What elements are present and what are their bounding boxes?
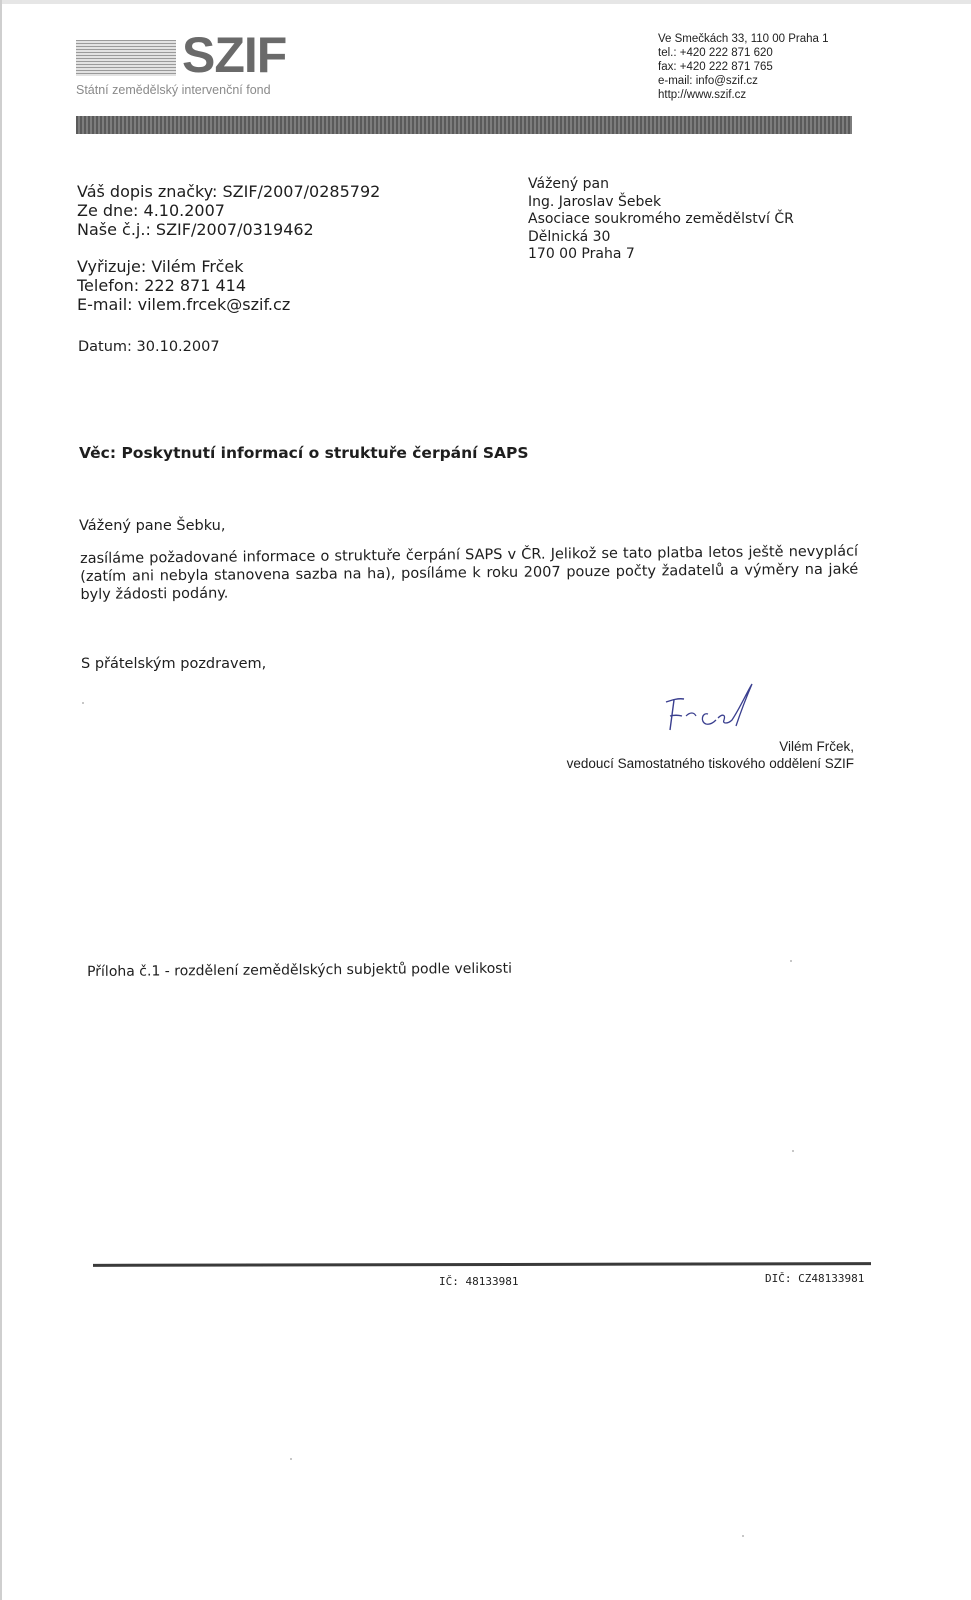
reference-block <box>77 182 380 314</box>
scan-edge-left <box>0 0 2 1600</box>
recipient-organization: Asociace soukromého zemědělství ČR <box>528 211 794 227</box>
contact-phone: tel.: +420 222 871 620 <box>658 47 773 59</box>
contact-website: http://www.szif.cz <box>658 89 747 101</box>
scan-speck <box>790 960 792 962</box>
recipient-name: Ing. Jaroslav Šebek <box>528 193 662 210</box>
logo-text: SZIF <box>182 27 287 83</box>
handled-by: Vyřizuje: Vilém Frček <box>77 257 244 276</box>
your-reference: Váš dopis značky: SZIF/2007/0285792 <box>77 182 381 201</box>
footer-divider <box>93 1262 871 1267</box>
recipient-street: Dělnická 30 <box>528 228 611 245</box>
scan-speck <box>742 1535 744 1537</box>
scan-speck <box>290 1458 292 1460</box>
letter-dated: Ze dne: 4.10.2007 <box>77 201 225 220</box>
footer-dic: DIČ: CZ48133981 <box>765 1272 865 1285</box>
scan-edge-top <box>0 0 971 4</box>
recipient-salutation: Vážený pan <box>528 176 609 192</box>
logo-subtitle: Státní zemědělský intervenční fond <box>76 83 271 97</box>
attachment-note: Příloha č.1 - rozdělení zemědělských subjektů podle velikosti <box>87 960 513 980</box>
contact-email: e-mail: info@szif.cz <box>658 75 758 87</box>
our-reference: Naše č.j.: SZIF/2007/0319462 <box>77 220 314 239</box>
letter-closing: S přátelským pozdravem, <box>81 656 267 672</box>
signer-title: vedoucí Samostatného tiskového oddělení SZIF <box>566 756 854 771</box>
contact-email-line: E-mail: vilem.frcek@szif.cz <box>77 295 291 314</box>
signer-block <box>540 738 854 772</box>
contact-block <box>658 32 828 102</box>
scan-speck <box>792 1150 794 1152</box>
letter-date: Datum: 30.10.2007 <box>78 339 220 355</box>
letter-body: zasíláme požadované informace o struktuře čerpání SAPS v ČR. Jelikož se tato platba letos ještě nevyplácí (zatím ani nebyla stanovena sazba na ha), posíláme k roku 2007 pouze počty žadatelů a výměry na jaké byly žádosti podány. <box>80 543 859 603</box>
header-divider-bar <box>76 116 852 134</box>
recipient-city: 170 00 Praha 7 <box>528 246 635 262</box>
contact-fax: fax: +420 222 871 765 <box>658 61 773 73</box>
scan-speck <box>82 702 84 704</box>
szif-logo <box>76 27 316 100</box>
signer-name: Vilém Frček, <box>779 739 854 754</box>
contact-phone-line: Telefon: 222 871 414 <box>77 276 247 295</box>
letter-greeting: Vážený pane Šebku, <box>79 518 226 534</box>
letter-subject: Věc: Poskytnutí informací o struktuře čerpání SAPS <box>79 444 529 462</box>
recipient-address <box>528 176 794 264</box>
logo-stripes-graphic <box>76 40 176 76</box>
handwritten-signature <box>662 680 762 736</box>
footer-ico: IČ: 48133981 <box>439 1275 519 1288</box>
contact-address: Ve Smečkách 33, 110 00 Praha 1 <box>658 33 829 45</box>
